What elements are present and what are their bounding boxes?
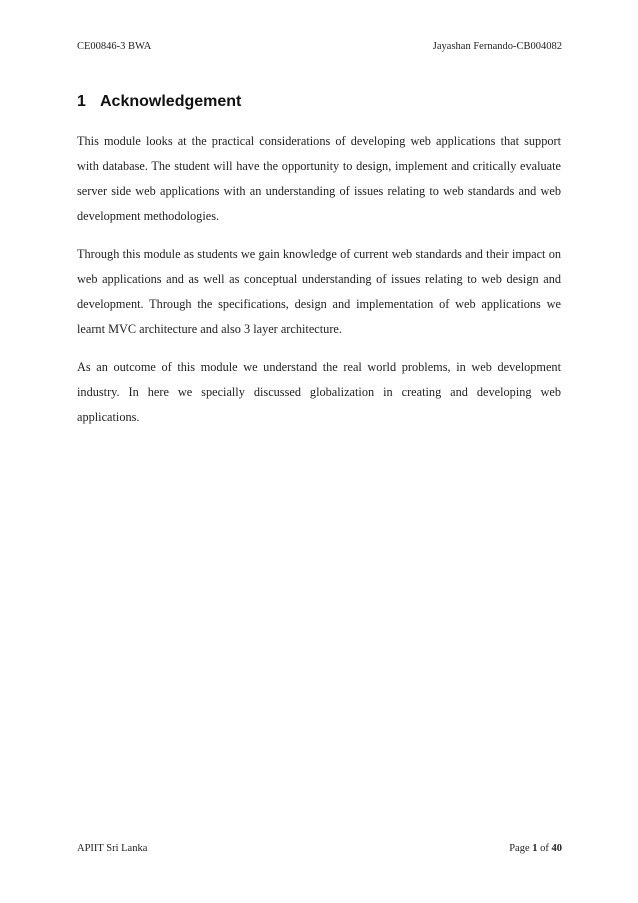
header-course-code: CE00846-3 BWA <box>77 41 152 52</box>
footer-institution: APIIT Sri Lanka <box>77 843 148 854</box>
paragraph-1: This module looks at the practical considerations of developing web applications that support with database. The student will have the opportunity to design, implement and critically evaluate server side web applications with an understanding of issues relating to web standards and web development methodologies. <box>77 134 561 223</box>
footer-page-number <box>509 842 562 855</box>
header-author: Jayashan Fernando-CB004082 <box>432 41 562 52</box>
footer-current-page: 1 <box>532 843 538 854</box>
footer-total-pages: 40 <box>551 843 562 854</box>
section-heading <box>77 92 241 112</box>
footer-of-label: of <box>540 843 549 854</box>
section-title: Acknowledgement <box>100 93 242 110</box>
section-number: 1 <box>77 93 86 110</box>
paragraph-2: Through this module as students we gain knowledge of current web standards and their impact on web applications and as well as conceptual understanding of issues relating to web design and development. Through the specifications, design and implementation of web applications we learnt MVC architecture and also 3 layer architecture. <box>77 247 561 336</box>
paragraph-3: As an outcome of this module we understand the real world problems, in web development industry. In here we specially discussed globalization in creating and developing web applications. <box>77 360 561 424</box>
footer-page-label: Page <box>509 843 530 854</box>
